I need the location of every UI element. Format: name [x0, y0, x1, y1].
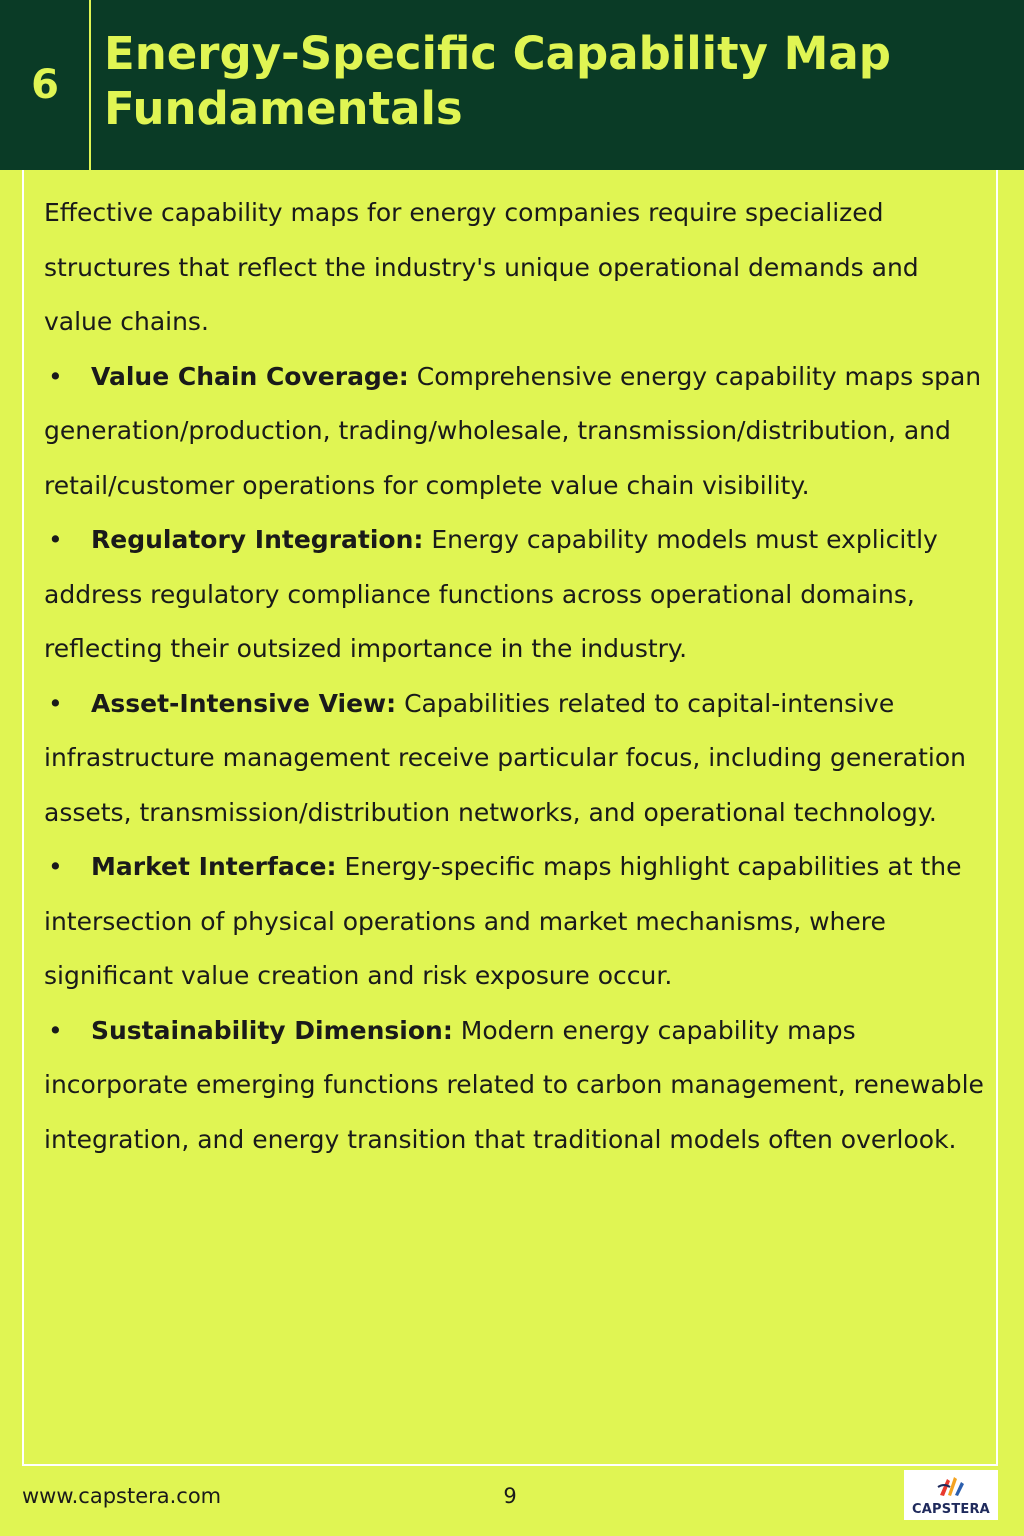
bullet-text: Energy capability models must explicitly address regulatory compliance functions across operational domains, reflecting their outsized importance in the industry. [44, 525, 938, 663]
content-body [44, 186, 994, 1167]
bullet-term: Regulatory Integration: [91, 525, 424, 554]
bullet-text: Capabilities related to capital-intensive infrastructure management receive particular focus, including generation assets, transmission/distribution networks, and operational technology. [44, 688, 966, 827]
bullet-dot: • [48, 852, 63, 881]
logo-text: CAPSTERA [912, 1502, 990, 1517]
capstera-logo [904, 1470, 998, 1520]
bullet-dot: • [48, 361, 63, 391]
bullet-dot: • [48, 525, 63, 554]
bullet-item-market-interface [44, 840, 994, 1004]
header-divider [89, 0, 91, 170]
bullet-dot: • [48, 1015, 63, 1045]
bullet-list [44, 350, 994, 1168]
bullet-term: Sustainability Dimension: [91, 1015, 453, 1045]
bullet-item-value-chain-coverage [44, 350, 994, 514]
title-line-1: Energy-Specific Capability Map [104, 27, 891, 80]
bullet-text: Modern energy capability maps incorporate emerging functions related to carbon management, renewable integration, and energy transition that traditional models often overlook. [44, 1015, 984, 1154]
footer-website-link[interactable]: www.capstera.com [22, 1484, 222, 1508]
bullet-dot: • [48, 688, 63, 718]
page-header [0, 0, 1024, 170]
capstera-logo-icon [934, 1473, 968, 1499]
bullet-term: Value Chain Coverage: [91, 361, 409, 391]
page-title [104, 26, 1004, 136]
bullet-text: Energy-specific maps highlight capabilities at the intersection of physical operations and market mechanisms, where significant value creation and risk exposure occur. [44, 852, 962, 990]
bullet-term: Market Interface: [91, 852, 337, 881]
title-line-2: Fundamentals [104, 82, 463, 135]
intro-paragraph: Effective capability maps for energy companies require specialized structures that reflect the industry's unique operational demands and value chains. [44, 198, 919, 336]
page-number: 9 [503, 1484, 517, 1508]
bullet-item-regulatory-integration [44, 513, 994, 677]
bullet-text: Comprehensive energy capability maps span generation/production, trading/wholesale, transmission/distribution, and retail/customer operations for complete value chain visibility. [44, 361, 982, 500]
bullet-term: Asset-Intensive View: [91, 688, 397, 718]
bullet-item-asset-intensive-view [44, 677, 994, 841]
bullet-item-sustainability-dimension [44, 1004, 994, 1168]
section-number: 6 [31, 62, 59, 108]
